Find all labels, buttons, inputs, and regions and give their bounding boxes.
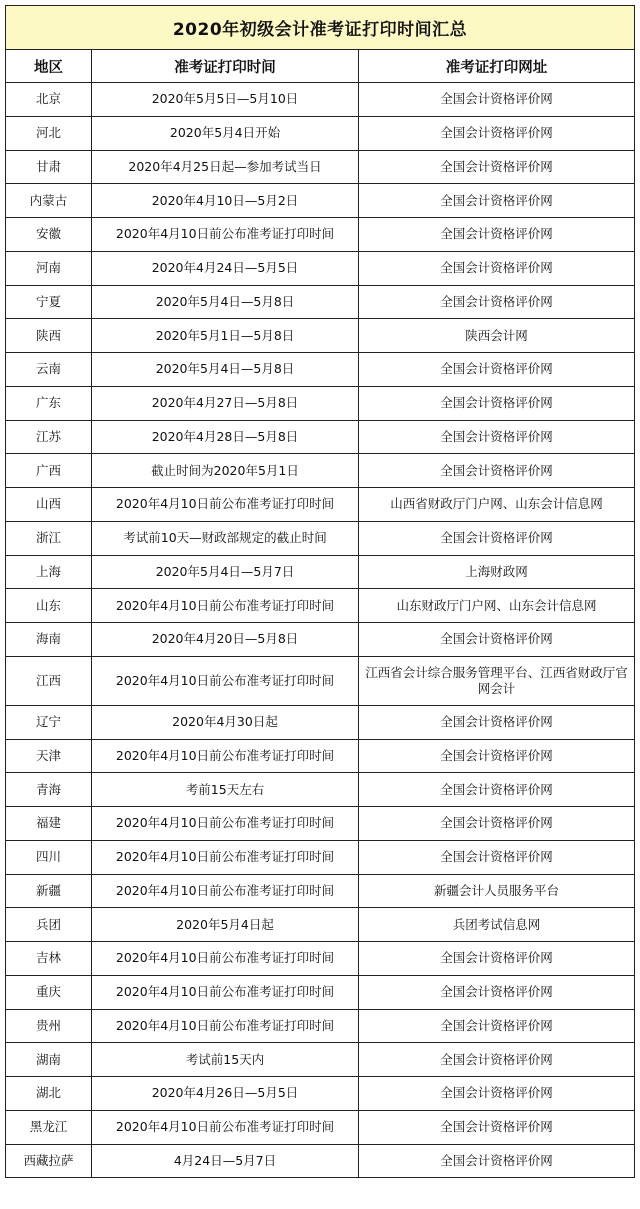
cell-print-website: 全国会计资格评价网 [359, 218, 635, 252]
header-print-time: 准考证打印时间 [92, 50, 359, 83]
cell-print-time: 2020年4月24日—5月5日 [92, 251, 359, 285]
table-row [6, 521, 635, 555]
table-row [6, 555, 635, 589]
cell-print-time: 2020年4月10日前公布准考证打印时间 [92, 840, 359, 874]
cell-region: 湖北 [6, 1077, 92, 1111]
cell-region: 内蒙古 [6, 184, 92, 218]
cell-region: 山东 [6, 589, 92, 623]
cell-region: 贵州 [6, 1009, 92, 1043]
cell-print-time: 2020年4月27日—5月8日 [92, 386, 359, 420]
cell-print-time: 2020年4月26日—5月5日 [92, 1077, 359, 1111]
cell-print-time: 2020年4月28日—5月8日 [92, 420, 359, 454]
document [5, 5, 634, 1178]
table-row [6, 623, 635, 657]
cell-print-website: 全国会计资格评价网 [359, 1110, 635, 1144]
cell-region: 西藏拉萨 [6, 1144, 92, 1178]
table-row [6, 116, 635, 150]
cell-print-time: 2020年5月4日—5月7日 [92, 555, 359, 589]
cell-print-website: 兵团考试信息网 [359, 908, 635, 942]
cell-print-time: 2020年4月10日前公布准考证打印时间 [92, 656, 359, 705]
cell-print-website: 江西省会计综合服务管理平台、江西省财政厅官网会计 [359, 656, 635, 705]
cell-print-time: 2020年4月10日前公布准考证打印时间 [92, 1110, 359, 1144]
table-row [6, 319, 635, 353]
cell-print-website: 全国会计资格评价网 [359, 705, 635, 739]
cell-print-time: 2020年5月4日—5月8日 [92, 353, 359, 387]
exam-ticket-table [5, 5, 635, 1178]
cell-region: 湖南 [6, 1043, 92, 1077]
cell-print-time: 2020年4月10日—5月2日 [92, 184, 359, 218]
cell-print-time: 2020年4月20日—5月8日 [92, 623, 359, 657]
cell-print-website: 全国会计资格评价网 [359, 739, 635, 773]
cell-region: 四川 [6, 840, 92, 874]
cell-print-time: 2020年4月10日前公布准考证打印时间 [92, 739, 359, 773]
table-row [6, 908, 635, 942]
cell-region: 上海 [6, 555, 92, 589]
table-row [6, 705, 635, 739]
title-row [6, 6, 635, 50]
table-row [6, 184, 635, 218]
cell-print-time: 2020年4月10日前公布准考证打印时间 [92, 218, 359, 252]
cell-print-time: 2020年4月10日前公布准考证打印时间 [92, 807, 359, 841]
table-row [6, 1144, 635, 1178]
cell-print-website: 全国会计资格评价网 [359, 251, 635, 285]
cell-region: 广东 [6, 386, 92, 420]
cell-print-time: 2020年4月30日起 [92, 705, 359, 739]
cell-region: 江西 [6, 656, 92, 705]
cell-print-time: 2020年4月25日起—参加考试当日 [92, 150, 359, 184]
cell-region: 甘肃 [6, 150, 92, 184]
table-row [6, 285, 635, 319]
table-row [6, 1110, 635, 1144]
header-row [6, 50, 635, 83]
cell-print-time: 2020年4月10日前公布准考证打印时间 [92, 589, 359, 623]
cell-print-website: 山西省财政厅门户网、山东会计信息网 [359, 488, 635, 522]
cell-print-website: 全国会计资格评价网 [359, 1043, 635, 1077]
cell-print-website: 全国会计资格评价网 [359, 420, 635, 454]
cell-print-time: 2020年5月5日—5月10日 [92, 83, 359, 117]
cell-print-time: 2020年4月10日前公布准考证打印时间 [92, 874, 359, 908]
cell-region: 海南 [6, 623, 92, 657]
table-row [6, 386, 635, 420]
cell-print-time: 截止时间为2020年5月1日 [92, 454, 359, 488]
cell-region: 新疆 [6, 874, 92, 908]
table-row [6, 975, 635, 1009]
cell-print-website: 全国会计资格评价网 [359, 83, 635, 117]
cell-region: 云南 [6, 353, 92, 387]
cell-region: 河南 [6, 251, 92, 285]
table-row [6, 773, 635, 807]
cell-region: 河北 [6, 116, 92, 150]
cell-print-website: 全国会计资格评价网 [359, 975, 635, 1009]
cell-region: 辽宁 [6, 705, 92, 739]
cell-region: 浙江 [6, 521, 92, 555]
cell-region: 陕西 [6, 319, 92, 353]
cell-print-website: 全国会计资格评价网 [359, 807, 635, 841]
cell-print-time: 2020年5月4日—5月8日 [92, 285, 359, 319]
cell-region: 宁夏 [6, 285, 92, 319]
cell-print-time: 4月24日—5月7日 [92, 1144, 359, 1178]
cell-region: 北京 [6, 83, 92, 117]
cell-region: 福建 [6, 807, 92, 841]
cell-print-time: 2020年5月4日起 [92, 908, 359, 942]
cell-print-website: 全国会计资格评价网 [359, 773, 635, 807]
cell-print-time: 2020年4月10日前公布准考证打印时间 [92, 488, 359, 522]
cell-print-website: 全国会计资格评价网 [359, 285, 635, 319]
cell-print-time: 考试前15天内 [92, 1043, 359, 1077]
cell-print-website: 全国会计资格评价网 [359, 1009, 635, 1043]
cell-print-time: 考前15天左右 [92, 773, 359, 807]
table-row [6, 739, 635, 773]
cell-print-website: 全国会计资格评价网 [359, 942, 635, 976]
table-row [6, 656, 635, 705]
table-row [6, 420, 635, 454]
table-row [6, 840, 635, 874]
table-row [6, 83, 635, 117]
cell-print-website: 全国会计资格评价网 [359, 1077, 635, 1111]
cell-print-time: 2020年4月10日前公布准考证打印时间 [92, 975, 359, 1009]
cell-print-website: 全国会计资格评价网 [359, 454, 635, 488]
cell-region: 安徽 [6, 218, 92, 252]
cell-print-website: 全国会计资格评价网 [359, 386, 635, 420]
table-row [6, 251, 635, 285]
cell-region: 山西 [6, 488, 92, 522]
table-row [6, 488, 635, 522]
cell-print-website: 全国会计资格评价网 [359, 150, 635, 184]
table-row [6, 589, 635, 623]
cell-region: 兵团 [6, 908, 92, 942]
cell-region: 青海 [6, 773, 92, 807]
cell-print-website: 山东财政厅门户网、山东会计信息网 [359, 589, 635, 623]
table-title: 2020年初级会计准考证打印时间汇总 [6, 6, 635, 50]
cell-print-website: 新疆会计人员服务平台 [359, 874, 635, 908]
cell-print-website: 全国会计资格评价网 [359, 1144, 635, 1178]
header-region: 地区 [6, 50, 92, 83]
table-row [6, 874, 635, 908]
cell-region: 天津 [6, 739, 92, 773]
table-row [6, 942, 635, 976]
cell-print-time: 2020年5月4日开始 [92, 116, 359, 150]
cell-region: 广西 [6, 454, 92, 488]
cell-print-website: 全国会计资格评价网 [359, 840, 635, 874]
cell-print-time: 2020年4月10日前公布准考证打印时间 [92, 942, 359, 976]
cell-print-time: 2020年4月10日前公布准考证打印时间 [92, 1009, 359, 1043]
cell-print-website: 全国会计资格评价网 [359, 623, 635, 657]
cell-region: 吉林 [6, 942, 92, 976]
cell-print-website: 全国会计资格评价网 [359, 521, 635, 555]
table-row [6, 807, 635, 841]
table-row [6, 150, 635, 184]
cell-print-time: 考试前10天—财政部规定的截止时间 [92, 521, 359, 555]
table-row [6, 353, 635, 387]
cell-print-website: 上海财政网 [359, 555, 635, 589]
table-row [6, 1043, 635, 1077]
cell-region: 江苏 [6, 420, 92, 454]
cell-print-time: 2020年5月1日—5月8日 [92, 319, 359, 353]
cell-region: 黑龙江 [6, 1110, 92, 1144]
table-row [6, 1009, 635, 1043]
cell-print-website: 全国会计资格评价网 [359, 353, 635, 387]
cell-print-website: 全国会计资格评价网 [359, 184, 635, 218]
cell-region: 重庆 [6, 975, 92, 1009]
cell-print-website: 陕西会计网 [359, 319, 635, 353]
table-body [6, 6, 635, 1178]
table-row [6, 218, 635, 252]
header-print-website: 准考证打印网址 [359, 50, 635, 83]
table-row [6, 1077, 635, 1111]
table-row [6, 454, 635, 488]
cell-print-website: 全国会计资格评价网 [359, 116, 635, 150]
